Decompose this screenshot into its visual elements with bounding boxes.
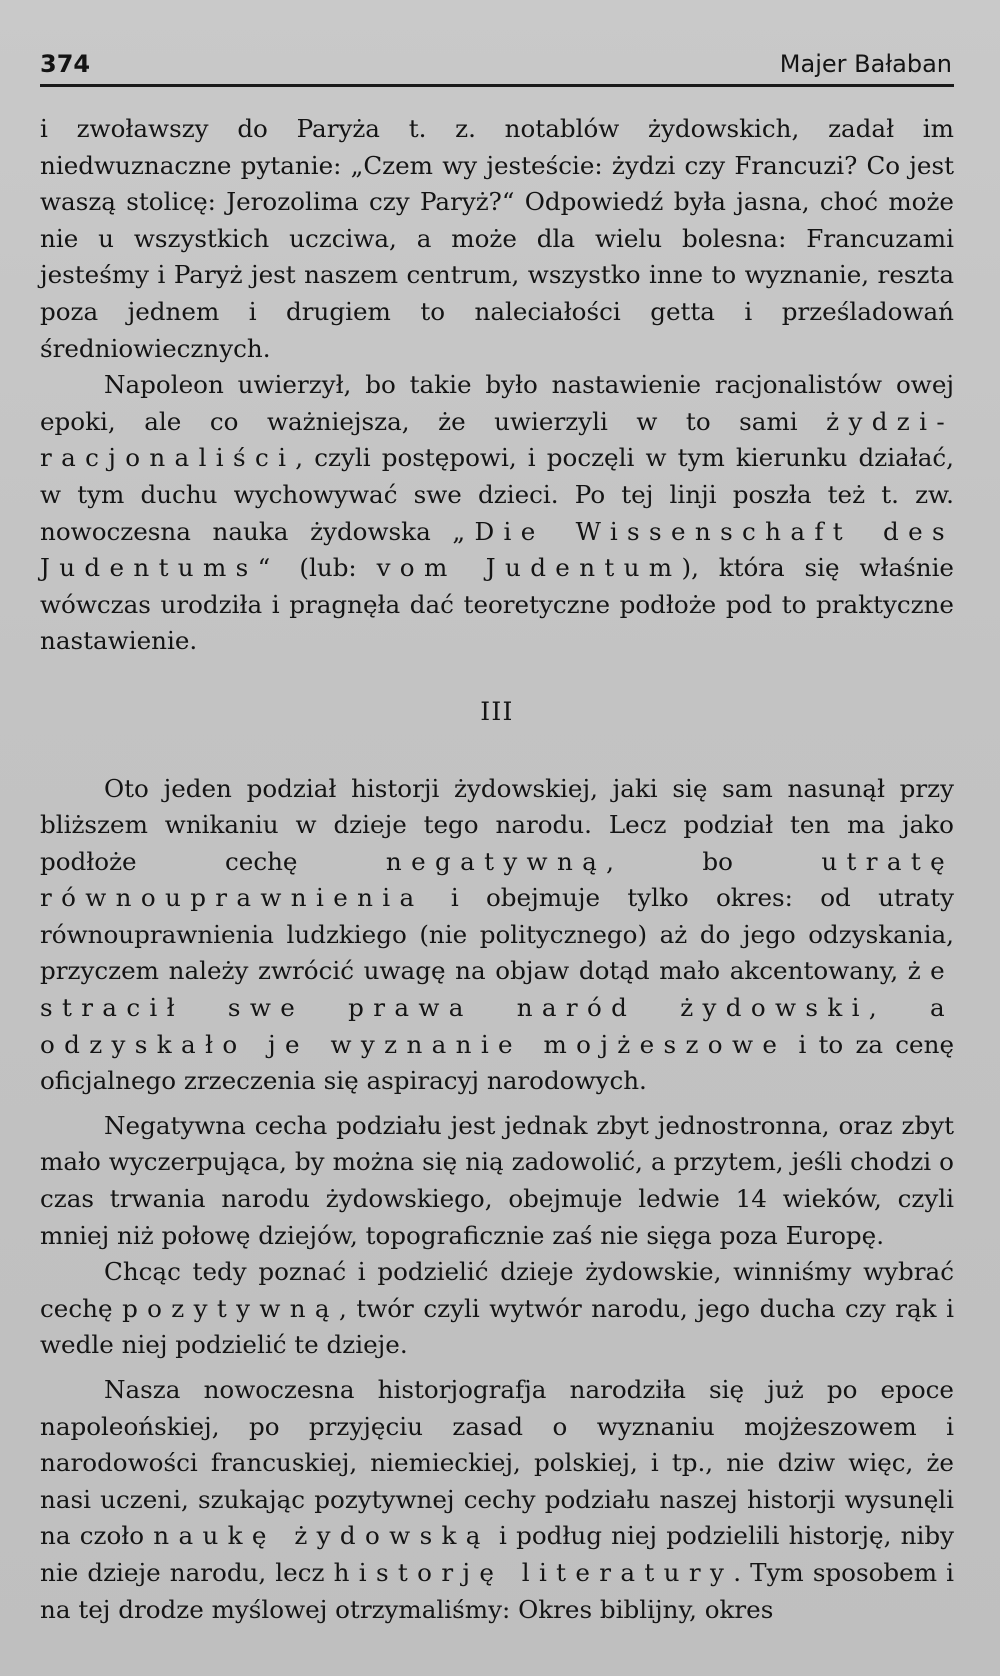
paragraph-2-text-c: (lub: — [279, 553, 377, 583]
spaced-emphasis-zydzi-racjonalisci: żydzi-racjonaliści — [40, 406, 954, 473]
spaced-emphasis-historje-literatury: historję literatury — [333, 1557, 734, 1587]
page-number: 374 — [40, 50, 91, 78]
section-heading: III — [480, 696, 514, 726]
paragraph-3-text-b: , bo — [606, 846, 822, 876]
page-header — [40, 50, 954, 87]
paragraph-1 — [40, 111, 954, 367]
paragraph-2-text-a: Napoleon uwierzył, bo takie było nastawienie racjonalistów owej epoki, ale co ważniejsza, że uwierzyli w to sami — [40, 370, 954, 436]
spaced-emphasis-utrate: utratę równouprawnienia — [40, 846, 954, 913]
page-body — [40, 111, 954, 1628]
spaced-emphasis-vom-judentum: vom Judentum — [376, 553, 682, 583]
paragraph-3-text-c: i obejmuje tylko okres: od utraty równouprawnienia ludzkiego (nie politycznego) aż do jego odzyskania, przyczem należy zwrócić uwagę na objaw dotąd mało akcentowany, — [40, 883, 954, 986]
spaced-emphasis-pozytywna: pozytywną — [122, 1293, 339, 1323]
paragraph-5 — [40, 1254, 954, 1364]
spaced-emphasis-stracil: że stracił swe prawa naród żydowski, a odzyskało je wyznanie mojżeszowe — [40, 956, 954, 1059]
paragraph-5-text-b: , twór czyli wytwór narodu, jego ducha czy rąk i wedle niej podzielić te dzieje. — [40, 1293, 954, 1360]
paragraph-6-text-c: . Tym sposobem i na tej drodze myślowej otrzymaliśmy: Okres biblijny, okres — [40, 1557, 954, 1624]
paragraph-2 — [40, 367, 954, 660]
spaced-emphasis-negatywna: negatywną — [385, 846, 607, 876]
paragraph-6-text-a: Nasza nowoczesna historjografja narodziła się już po epoce napoleońskiej, po przyjęciu zasad o wyznaniu mojżeszowem i narodowości francuskiej, niemieckiej, polskiej, i tp., nie dziw więc, że nasi uczeni, szukając pozytywnej cechy podziału naszej historji wysunęli na czoło — [40, 1375, 954, 1551]
paragraph-1-text: i zwoławszy do Paryża t. z. notablów żydowskich, zadał im niedwuznaczne pytanie: „Czem wy jesteście: żydzi czy Francuzi? Co jest waszą stolicę: Jerozolima czy Paryż?“ Odpowiedź była jasna, choć może nie u wszystkich uczciwa, a może dla wielu bolesna: Francuzami jesteśmy i Paryż jest naszem centrum, wszystko inne to wyznanie, reszta poza jednem i drugiem to naleciałości getta i prześladowań średniowiecznych. — [40, 114, 954, 363]
paragraph-5-text-a: Chcąc tedy poznać i podzielić dzieje żydowskie, winniśmy wybrać cechę — [40, 1257, 954, 1323]
spaced-emphasis-nauke: naukę żydowską — [153, 1521, 490, 1551]
running-head-author: Majer Bałaban — [779, 50, 952, 78]
paragraph-3-text-d: i to za cenę oficjalnego zrzeczenia się aspiracyj narodowych. — [40, 1029, 954, 1096]
paragraph-2-text-d: ), która się właśnie wówczas urodziła i pragnęła dać teoretyczne podłoże pod to praktyczne nastawienie. — [40, 553, 954, 656]
paragraph-3 — [40, 771, 954, 1100]
paragraph-2-text-b: , czyli postępowi, i poczęli w tym kierunku działać, w tym duchu wychowywać swe dzieci. Po tej linji poszła też t. zw. nowoczesna nauka żydowska — [40, 443, 954, 546]
paragraph-6 — [40, 1372, 954, 1628]
paragraph-4 — [40, 1108, 954, 1254]
spaced-emphasis-wissenschaft: „Die Wissenschaft des Judentums“ — [40, 516, 954, 583]
paragraph-3-text-a: Oto jeden podział historji żydowskiej, jaki się sam nasunął przy bliższem wnikaniu w dzieje tego narodu. Lecz podział ten ma jako podłoże cechę — [40, 773, 954, 876]
paragraph-4-text: Negatywna cecha podziału jest jednak zbyt jednostronna, oraz zbyt mało wyczerpująca, by można się nią zadowolić, a przytem, jeśli chodzi o czas trwania narodu żydowskiego, obejmuje ledwie 14 wieków, czyli mniej niż połowę dziejów, topograficznie zaś nie sięga poza Europę. — [40, 1110, 954, 1250]
paragraph-6-text-b: i podług niej podzielili historję, niby nie dzieje narodu, lecz — [40, 1521, 954, 1587]
